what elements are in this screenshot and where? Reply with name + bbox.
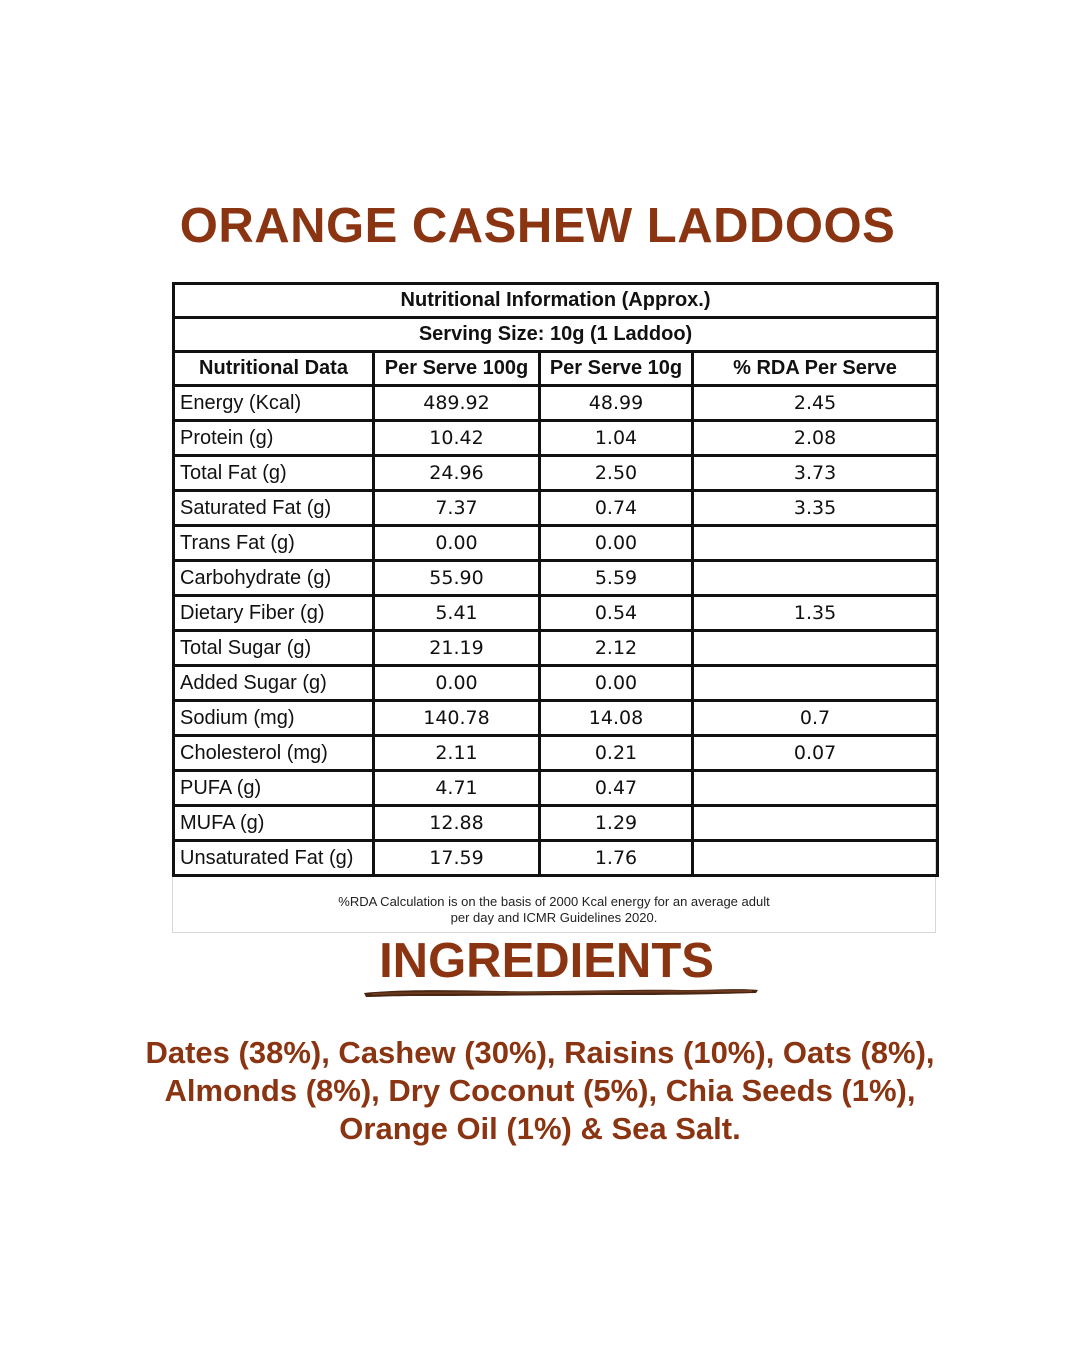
rda-footnote xyxy=(172,894,936,926)
ingredients-line-3: Orange Oil (1%) & Sea Salt. xyxy=(339,1111,741,1146)
value-per-10g: 0.47 xyxy=(540,771,693,806)
value-per-100g: 140.78 xyxy=(374,701,540,736)
value-per-10g: 1.04 xyxy=(540,421,693,456)
ingredients-line-2: Almonds (8%), Dry Coconut (5%), Chia Seeds (1%), xyxy=(164,1073,916,1108)
value-per-10g: 1.76 xyxy=(540,841,693,876)
nutrient-label: Sodium (mg) xyxy=(174,701,374,736)
value-per-100g: 12.88 xyxy=(374,806,540,841)
value-per-10g: 0.54 xyxy=(540,596,693,631)
value-per-10g: 0.21 xyxy=(540,736,693,771)
value-per-100g: 4.71 xyxy=(374,771,540,806)
table-row xyxy=(174,456,938,491)
value-rda: 3.35 xyxy=(693,491,938,526)
value-rda: 3.73 xyxy=(693,456,938,491)
table-row xyxy=(174,631,938,666)
table-row xyxy=(174,526,938,561)
value-rda xyxy=(693,666,938,701)
table-row xyxy=(174,561,938,596)
value-per-10g: 14.08 xyxy=(540,701,693,736)
value-rda: 0.07 xyxy=(693,736,938,771)
table-row xyxy=(174,806,938,841)
table-row xyxy=(174,666,938,701)
nutrition-table xyxy=(172,282,939,877)
value-per-100g: 2.11 xyxy=(374,736,540,771)
footnote-line-1: %RDA Calculation is on the basis of 2000 Kcal energy for an average adult xyxy=(338,894,770,909)
product-title: ORANGE CASHEW LADDOOS xyxy=(179,199,896,253)
value-per-100g: 21.19 xyxy=(374,631,540,666)
value-per-100g: 5.41 xyxy=(374,596,540,631)
value-per-10g: 1.29 xyxy=(540,806,693,841)
value-rda: 0.7 xyxy=(693,701,938,736)
nutrient-label: Unsaturated Fat (g) xyxy=(174,841,374,876)
nutrient-label: MUFA (g) xyxy=(174,806,374,841)
nutrient-label: Energy (Kcal) xyxy=(174,386,374,421)
nutrient-label: Saturated Fat (g) xyxy=(174,491,374,526)
brush-underline xyxy=(362,984,760,1000)
value-per-10g: 48.99 xyxy=(540,386,693,421)
value-per-100g: 0.00 xyxy=(374,666,540,701)
value-per-100g: 17.59 xyxy=(374,841,540,876)
value-per-100g: 10.42 xyxy=(374,421,540,456)
nutrient-label: Dietary Fiber (g) xyxy=(174,596,374,631)
nutrition-panel xyxy=(172,282,936,933)
value-per-100g: 489.92 xyxy=(374,386,540,421)
value-per-10g: 2.12 xyxy=(540,631,693,666)
value-per-100g: 24.96 xyxy=(374,456,540,491)
value-per-10g: 2.50 xyxy=(540,456,693,491)
value-per-10g: 0.00 xyxy=(540,666,693,701)
value-per-100g: 7.37 xyxy=(374,491,540,526)
nutrient-label: Cholesterol (mg) xyxy=(174,736,374,771)
footnote-line-2: per day and ICMR Guidelines 2020. xyxy=(450,910,658,925)
table-row xyxy=(174,771,938,806)
value-rda: 1.35 xyxy=(693,596,938,631)
nutrient-label: Total Fat (g) xyxy=(174,456,374,491)
nutrient-label: PUFA (g) xyxy=(174,771,374,806)
nutrient-label: Trans Fat (g) xyxy=(174,526,374,561)
nutrient-label: Carbohydrate (g) xyxy=(174,561,374,596)
table-row xyxy=(174,596,938,631)
value-per-100g: 55.90 xyxy=(374,561,540,596)
nutrient-label: Added Sugar (g) xyxy=(174,666,374,701)
value-per-10g: 0.00 xyxy=(540,526,693,561)
value-rda xyxy=(693,806,938,841)
nutrient-label: Total Sugar (g) xyxy=(174,631,374,666)
table-row xyxy=(174,491,938,526)
value-per-10g: 0.74 xyxy=(540,491,693,526)
ingredients-list xyxy=(100,1034,980,1148)
table-row xyxy=(174,386,938,421)
value-rda xyxy=(693,561,938,596)
column-header-per-100g: Per Serve 100g xyxy=(374,352,540,386)
serving-size: Serving Size: 10g (1 Laddoo) xyxy=(174,318,938,352)
table-row xyxy=(174,701,938,736)
table-heading: Nutritional Information (Approx.) xyxy=(174,284,938,318)
value-rda xyxy=(693,771,938,806)
table-row xyxy=(174,841,938,876)
value-rda: 2.45 xyxy=(693,386,938,421)
value-rda: 2.08 xyxy=(693,421,938,456)
ingredients-heading: INGREDIENTS xyxy=(379,934,714,988)
value-rda xyxy=(693,526,938,561)
value-per-10g: 5.59 xyxy=(540,561,693,596)
table-row xyxy=(174,736,938,771)
value-rda xyxy=(693,631,938,666)
column-header-nutritional-data: Nutritional Data xyxy=(174,352,374,386)
value-rda xyxy=(693,841,938,876)
table-row xyxy=(174,421,938,456)
value-per-100g: 0.00 xyxy=(374,526,540,561)
column-header-rda: % RDA Per Serve xyxy=(693,352,938,386)
ingredients-line-1: Dates (38%), Cashew (30%), Raisins (10%), Oats (8%), xyxy=(145,1035,935,1070)
nutrient-label: Protein (g) xyxy=(174,421,374,456)
column-header-per-10g: Per Serve 10g xyxy=(540,352,693,386)
